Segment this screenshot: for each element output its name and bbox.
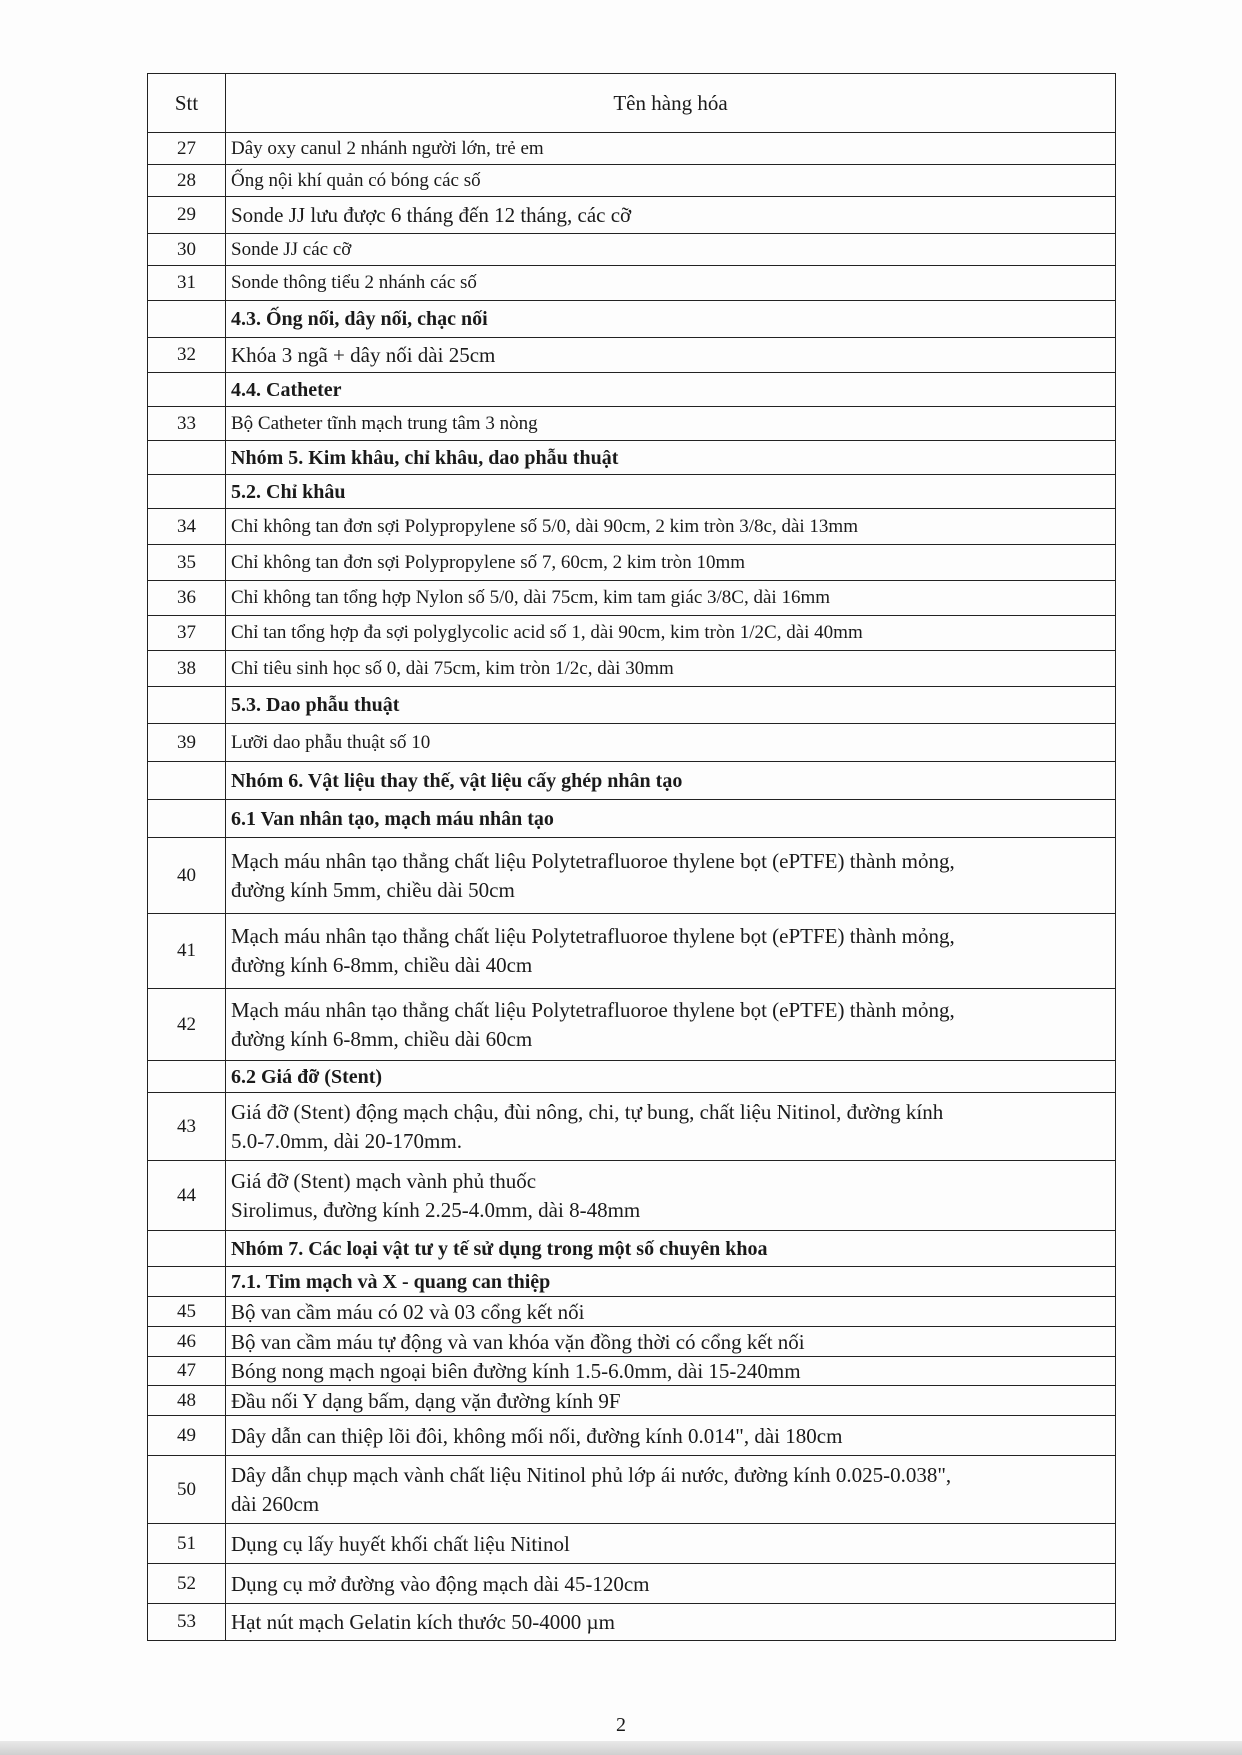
table-header-row bbox=[148, 74, 1116, 133]
item-name bbox=[226, 989, 1116, 1061]
section-row bbox=[148, 441, 1116, 475]
table-row bbox=[148, 1357, 1116, 1386]
row-number bbox=[148, 475, 226, 509]
section-row bbox=[148, 1231, 1116, 1267]
section-row bbox=[148, 1267, 1116, 1297]
row-number: 45 bbox=[148, 1297, 226, 1327]
row-number: 29 bbox=[148, 197, 226, 234]
item-name: Khóa 3 ngã + dây nối dài 25cm bbox=[226, 338, 1116, 373]
table-row bbox=[148, 197, 1116, 234]
row-number: 36 bbox=[148, 581, 226, 616]
item-name: Chỉ không tan tổng hợp Nylon số 5/0, dài 75cm, kim tam giác 3/8C, dài 16mm bbox=[226, 581, 1116, 616]
section-row bbox=[148, 1061, 1116, 1093]
row-number bbox=[148, 762, 226, 800]
row-number bbox=[148, 373, 226, 407]
row-number: 35 bbox=[148, 545, 226, 581]
section-title: 4.3. Ống nối, dây nối, chạc nối bbox=[226, 301, 1116, 338]
row-number: 33 bbox=[148, 407, 226, 441]
section-row bbox=[148, 800, 1116, 838]
table-row bbox=[148, 616, 1116, 651]
row-number: 27 bbox=[148, 133, 226, 165]
section-title: Nhóm 5. Kim khâu, chỉ khâu, dao phẫu thuật bbox=[226, 441, 1116, 475]
row-number: 38 bbox=[148, 651, 226, 687]
section-title: 5.3. Dao phẫu thuật bbox=[226, 687, 1116, 724]
goods-table bbox=[147, 73, 1116, 1641]
table-row bbox=[148, 914, 1116, 989]
row-number: 41 bbox=[148, 914, 226, 989]
item-name-line-1: Mạch máu nhân tạo thẳng chất liệu Polytetrafluoroe thylene bọt (ePTFE) thành mỏng, bbox=[231, 848, 955, 873]
item-name bbox=[226, 1456, 1116, 1524]
item-name: Lưỡi dao phẫu thuật số 10 bbox=[226, 724, 1116, 762]
row-number: 48 bbox=[148, 1386, 226, 1416]
item-name-line-2: dài 260cm bbox=[231, 1491, 320, 1516]
table-row bbox=[148, 651, 1116, 687]
item-name bbox=[226, 914, 1116, 989]
item-name: Dây oxy canul 2 nhánh người lớn, trẻ em bbox=[226, 133, 1116, 165]
item-name: Bóng nong mạch ngoại biên đường kính 1.5-6.0mm, dài 15-240mm bbox=[226, 1357, 1116, 1386]
row-number: 28 bbox=[148, 165, 226, 197]
item-name bbox=[226, 1161, 1116, 1231]
table-row bbox=[148, 407, 1116, 441]
item-name-line-1: Mạch máu nhân tạo thẳng chất liệu Polytetrafluoroe thylene bọt (ePTFE) thành mỏng, bbox=[231, 997, 955, 1022]
row-number: 43 bbox=[148, 1093, 226, 1161]
item-name: Chỉ không tan đơn sợi Polypropylene số 5/0, dài 90cm, 2 kim tròn 3/8c, dài 13mm bbox=[226, 509, 1116, 545]
section-row bbox=[148, 373, 1116, 407]
section-title: Nhóm 7. Các loại vật tư y tế sử dụng trong một số chuyên khoa bbox=[226, 1231, 1116, 1267]
item-name-line-1: Mạch máu nhân tạo thẳng chất liệu Polytetrafluoroe thylene bọt (ePTFE) thành mỏng, bbox=[231, 924, 955, 948]
row-number: 37 bbox=[148, 616, 226, 651]
item-name: Dụng cụ mở đường vào động mạch dài 45-120cm bbox=[226, 1564, 1116, 1604]
item-name: Sonde thông tiểu 2 nhánh các số bbox=[226, 266, 1116, 301]
item-name-line-1: Giá đỡ (Stent) động mạch chậu, đùi nông, chi, tự bung, chất liệu Nitinol, đường kính bbox=[231, 1099, 944, 1124]
table-row bbox=[148, 1524, 1116, 1564]
table-row bbox=[148, 1416, 1116, 1456]
row-number: 50 bbox=[148, 1456, 226, 1524]
table-row bbox=[148, 133, 1116, 165]
item-name: Sonde JJ các cỡ bbox=[226, 234, 1116, 266]
row-number bbox=[148, 800, 226, 838]
row-number bbox=[148, 687, 226, 724]
row-number: 49 bbox=[148, 1416, 226, 1456]
section-title: 6.2 Giá đỡ (Stent) bbox=[226, 1061, 1116, 1093]
table-row bbox=[148, 989, 1116, 1061]
item-name-line-2: đường kính 5mm, chiều dài 50cm bbox=[231, 877, 515, 902]
item-name: Chỉ tan tổng hợp đa sợi polyglycolic acid số 1, dài 90cm, kim tròn 1/2C, dài 40mm bbox=[226, 616, 1116, 651]
header-stt: Stt bbox=[148, 74, 226, 133]
section-title: 4.4. Catheter bbox=[226, 373, 1116, 407]
table-row bbox=[148, 165, 1116, 197]
item-name: Bộ van cầm máu có 02 và 03 cổng kết nối bbox=[226, 1297, 1116, 1327]
table-row bbox=[148, 581, 1116, 616]
section-title: 5.2. Chỉ khâu bbox=[226, 475, 1116, 509]
section-row bbox=[148, 301, 1116, 338]
row-number: 40 bbox=[148, 838, 226, 914]
item-name bbox=[226, 838, 1116, 914]
row-number: 46 bbox=[148, 1327, 226, 1357]
table-row bbox=[148, 1564, 1116, 1604]
table-row bbox=[148, 1327, 1116, 1357]
item-name: Bộ van cầm máu tự động và van khóa vặn đồng thời có cổng kết nối bbox=[226, 1327, 1116, 1357]
item-name: Dây dẫn can thiệp lõi đôi, không mối nối, đường kính 0.014", dài 180cm bbox=[226, 1416, 1116, 1456]
item-name-line-2: Sirolimus, đường kính 2.25-4.0mm, dài 8-48mm bbox=[231, 1197, 641, 1222]
item-name: Dụng cụ lấy huyết khối chất liệu Nitinol bbox=[226, 1524, 1116, 1564]
table-row bbox=[148, 1093, 1116, 1161]
row-number: 51 bbox=[148, 1524, 226, 1564]
table-row bbox=[148, 1604, 1116, 1641]
item-name-line-1: Giá đỡ (Stent) mạch vành phủ thuốc bbox=[231, 1168, 537, 1193]
scan-bottom-edge bbox=[0, 1741, 1242, 1755]
item-name-line-2: 5.0-7.0mm, dài 20-170mm. bbox=[231, 1128, 462, 1153]
item-name: Bộ Catheter tĩnh mạch trung tâm 3 nòng bbox=[226, 407, 1116, 441]
table-row bbox=[148, 545, 1116, 581]
table-row bbox=[148, 1297, 1116, 1327]
row-number: 47 bbox=[148, 1357, 226, 1386]
row-number bbox=[148, 1061, 226, 1093]
row-number: 52 bbox=[148, 1564, 226, 1604]
row-number: 34 bbox=[148, 509, 226, 545]
row-number: 42 bbox=[148, 989, 226, 1061]
row-number bbox=[148, 301, 226, 338]
item-name-line-2: đường kính 6-8mm, chiều dài 60cm bbox=[231, 1026, 533, 1051]
row-number: 32 bbox=[148, 338, 226, 373]
table-row bbox=[148, 509, 1116, 545]
row-number bbox=[148, 1231, 226, 1267]
section-row bbox=[148, 687, 1116, 724]
item-name: Chỉ tiêu sinh học số 0, dài 75cm, kim tròn 1/2c, dài 30mm bbox=[226, 651, 1116, 687]
section-row bbox=[148, 475, 1116, 509]
row-number: 53 bbox=[148, 1604, 226, 1641]
table-row bbox=[148, 1456, 1116, 1524]
table-row bbox=[148, 838, 1116, 914]
item-name: Hạt nút mạch Gelatin kích thước 50-4000 µm bbox=[226, 1604, 1116, 1641]
section-title: 7.1. Tim mạch và X - quang can thiệp bbox=[226, 1267, 1116, 1297]
header-name: Tên hàng hóa bbox=[226, 74, 1116, 133]
section-title: Nhóm 6. Vật liệu thay thế, vật liệu cấy ghép nhân tạo bbox=[226, 762, 1116, 800]
row-number: 30 bbox=[148, 234, 226, 266]
row-number: 44 bbox=[148, 1161, 226, 1231]
item-name-line-1: Dây dẫn chụp mạch vành chất liệu Nitinol phủ lớp ái nước, đường kính 0.025-0.038", bbox=[231, 1462, 952, 1487]
table-row bbox=[148, 234, 1116, 266]
item-name: Sonde JJ lưu được 6 tháng đến 12 tháng, các cỡ bbox=[226, 197, 1116, 234]
table-row bbox=[148, 266, 1116, 301]
row-number bbox=[148, 441, 226, 475]
table-row bbox=[148, 1386, 1116, 1416]
row-number: 31 bbox=[148, 266, 226, 301]
page-number: 2 bbox=[616, 1714, 626, 1736]
item-name: Ống nội khí quản có bóng các số bbox=[226, 165, 1116, 197]
item-name-line-2: đường kính 6-8mm, chiều dài 40cm bbox=[231, 953, 533, 977]
item-name: Đầu nối Y dạng bấm, dạng vặn đường kính 9F bbox=[226, 1386, 1116, 1416]
table-row bbox=[148, 338, 1116, 373]
row-number: 39 bbox=[148, 724, 226, 762]
item-name: Chỉ không tan đơn sợi Polypropylene số 7, 60cm, 2 kim tròn 10mm bbox=[226, 545, 1116, 581]
row-number bbox=[148, 1267, 226, 1297]
item-name bbox=[226, 1093, 1116, 1161]
section-row bbox=[148, 762, 1116, 800]
table-row bbox=[148, 1161, 1116, 1231]
section-title: 6.1 Van nhân tạo, mạch máu nhân tạo bbox=[226, 800, 1116, 838]
table-row bbox=[148, 724, 1116, 762]
